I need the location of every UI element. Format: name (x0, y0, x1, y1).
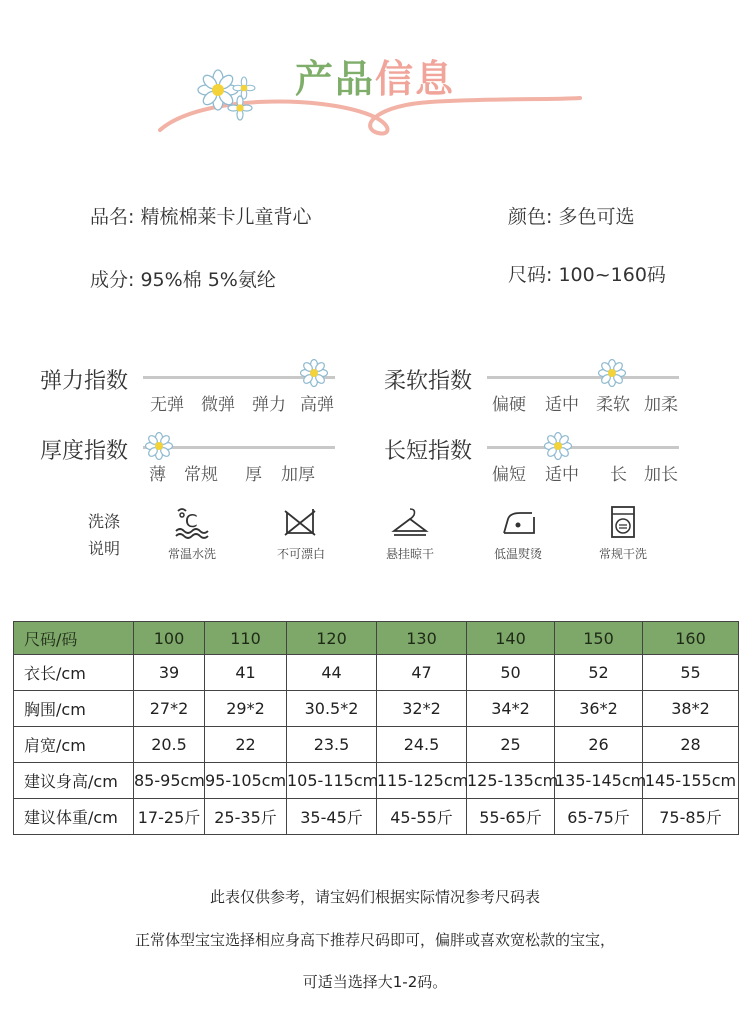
table-cell: 140 (467, 622, 555, 655)
product-name: 品名: 精梳棉莱卡儿童背心 (90, 206, 312, 228)
table-cell: 34*2 (467, 691, 555, 727)
index-scale-label: 适中 (545, 395, 579, 415)
note-line-2: 正常体型宝宝选择相应身高下推荐尺码即可，偏胖或喜欢宽松款的宝宝， (134, 931, 615, 949)
daisy-marker-icon (300, 359, 328, 387)
index-scale-label: 适中 (545, 465, 579, 485)
index-scale-label: 厚 (245, 465, 262, 485)
index-scale-label: 加柔 (644, 395, 678, 415)
row-header-cell: 衣长/cm (14, 655, 134, 691)
care-item-hang: 悬挂晾干 (365, 505, 455, 562)
table-cell: 29*2 (205, 691, 287, 727)
table-cell: 47 (377, 655, 467, 691)
table-cell: 100 (134, 622, 205, 655)
index-scale-label: 加厚 (281, 465, 315, 485)
index-scale-label: 薄 (149, 465, 166, 485)
care-item-iron: 低温熨烫 (473, 505, 563, 562)
note-line-1: 此表仅供参考，请宝妈们根据实际情况参考尺码表 (209, 888, 540, 906)
page-title: 产品信息 (294, 57, 456, 101)
care-item-wash: C 常温水洗 (147, 505, 237, 562)
row-header-cell: 尺码/码 (14, 622, 134, 655)
index-label: 柔软指数 (384, 369, 473, 394)
table-cell: 160 (643, 622, 739, 655)
table-cell: 36*2 (555, 691, 643, 727)
table-cell: 110 (205, 622, 287, 655)
no-bleach-icon (281, 505, 321, 539)
index-scale-label: 偏短 (492, 465, 526, 485)
product-material: 成分: 95%棉 5%氨纶 (90, 269, 276, 291)
table-cell: 145-155cm (643, 763, 739, 799)
table-cell: 39 (134, 655, 205, 691)
table-cell: 150 (555, 622, 643, 655)
low-temp-iron-icon (498, 505, 538, 539)
care-item-bleach: 不可漂白 (256, 505, 346, 562)
table-cell: 75-85斤 (643, 799, 739, 835)
table-header-row (14, 622, 739, 655)
care-item-dryclean: 常规干洗 (578, 505, 668, 562)
table-cell: 50 (467, 655, 555, 691)
care-title: 洗涤 说明 (88, 512, 121, 558)
table-cell: 65-75斤 (555, 799, 643, 835)
row-header-cell: 建议身高/cm (14, 763, 134, 799)
table-cell: 22 (205, 727, 287, 763)
svg-text:C: C (185, 511, 198, 532)
index-scale-label: 柔软 (596, 395, 630, 415)
row-header-cell: 肩宽/cm (14, 727, 134, 763)
table-cell: 25-35斤 (205, 799, 287, 835)
table-cell: 17-25斤 (134, 799, 205, 835)
table-cell: 125-135cm (467, 763, 555, 799)
index-scale-label: 偏硬 (492, 395, 526, 415)
table-cell: 120 (287, 622, 377, 655)
table-cell: 41 (205, 655, 287, 691)
table-cell: 38*2 (643, 691, 739, 727)
index-label: 厚度指数 (40, 439, 129, 464)
index-label: 弹力指数 (40, 369, 129, 394)
index-track (487, 376, 679, 379)
table-cell: 45-55斤 (377, 799, 467, 835)
table-row (14, 799, 739, 835)
index-scale-label: 长 (610, 465, 627, 485)
table-cell: 25 (467, 727, 555, 763)
table-cell: 130 (377, 622, 467, 655)
table-cell: 55 (643, 655, 739, 691)
daisy-marker-icon (544, 432, 572, 460)
table-row (14, 727, 739, 763)
note-line-3: 可适当选择大1-2码。 (302, 973, 448, 991)
table-cell: 105-115cm (287, 763, 377, 799)
table-cell: 115-125cm (377, 763, 467, 799)
table-cell: 95-105cm (205, 763, 287, 799)
row-header-cell: 建议体重/cm (14, 799, 134, 835)
table-cell: 27*2 (134, 691, 205, 727)
table-row (14, 691, 739, 727)
table-cell: 52 (555, 655, 643, 691)
table-cell: 24.5 (377, 727, 467, 763)
table-cell: 135-145cm (555, 763, 643, 799)
index-scale-label: 常规 (184, 465, 218, 485)
table-cell: 35-45斤 (287, 799, 377, 835)
table-cell: 28 (643, 727, 739, 763)
index-scale-label: 高弹 (300, 395, 334, 415)
index-scale-label: 无弹 (150, 395, 184, 415)
table-cell: 44 (287, 655, 377, 691)
table-row (14, 763, 739, 799)
table-cell: 85-95cm (134, 763, 205, 799)
index-track (487, 446, 679, 449)
row-header-cell: 胸围/cm (14, 691, 134, 727)
daisy-marker-icon (598, 359, 626, 387)
index-scale-label: 加长 (644, 465, 678, 485)
table-cell: 30.5*2 (287, 691, 377, 727)
normal-dry-clean-icon (603, 505, 643, 539)
index-scale-label: 弹力 (252, 395, 286, 415)
size-table (13, 621, 739, 835)
table-cell: 32*2 (377, 691, 467, 727)
product-size: 尺码: 100~160码 (508, 264, 666, 286)
normal-temp-wash-icon (172, 505, 212, 539)
table-cell: 23.5 (287, 727, 377, 763)
table-cell: 55-65斤 (467, 799, 555, 835)
daisy-marker-icon (145, 432, 173, 460)
index-scale-label: 微弹 (201, 395, 235, 415)
product-color: 颜色: 多色可选 (508, 206, 635, 228)
table-cell: 26 (555, 727, 643, 763)
table-row (14, 655, 739, 691)
hang-dry-icon (390, 505, 430, 539)
table-cell: 20.5 (134, 727, 205, 763)
index-label: 长短指数 (384, 439, 473, 464)
